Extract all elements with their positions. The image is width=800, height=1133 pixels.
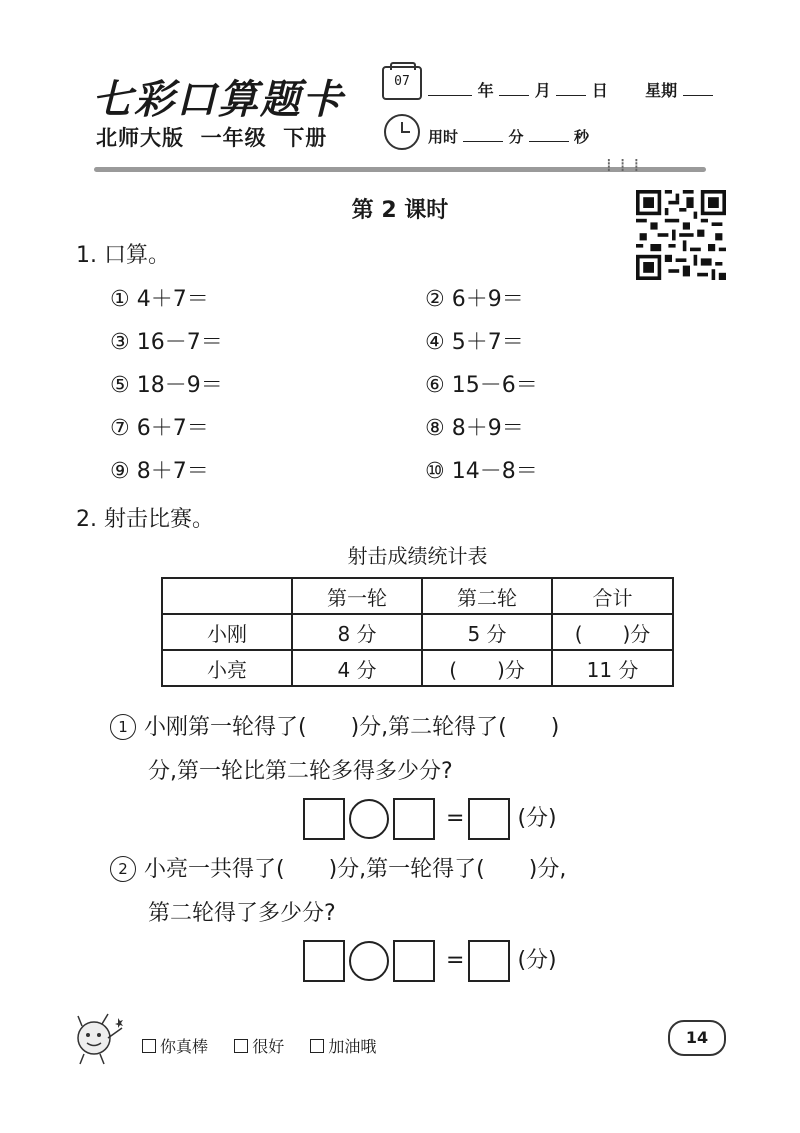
eval-option-label: 你真棒 bbox=[160, 1037, 209, 1056]
edition-label: 北师大版 一年级 下册 bbox=[96, 126, 328, 150]
score-table bbox=[161, 577, 674, 687]
calc-problem-5[interactable]: ⑤ 18－9＝ bbox=[110, 373, 223, 398]
page-number: 14 bbox=[668, 1020, 726, 1056]
table-header-cell bbox=[162, 578, 292, 614]
binder-rings-icon: ⁞⁞⁞ bbox=[606, 155, 648, 176]
eval-option-label: 加油哦 bbox=[328, 1037, 377, 1056]
calc-problem-8[interactable]: ⑧ 8＋9＝ bbox=[425, 416, 524, 441]
table-header-cell: 合计 bbox=[552, 578, 673, 614]
calc-problem-7[interactable]: ⑦ 6＋7＝ bbox=[110, 416, 209, 441]
eval-option-label: 很好 bbox=[252, 1037, 285, 1056]
calendar-number: 07 bbox=[394, 74, 410, 89]
table-answer-cell[interactable]: ( )分 bbox=[422, 650, 552, 686]
subquestion-1-line1 bbox=[110, 710, 559, 741]
subquestion-2-number: 2 bbox=[110, 856, 136, 882]
unit-label: (分) bbox=[517, 806, 557, 831]
answer-box[interactable] bbox=[393, 798, 435, 840]
eval-checkbox[interactable] bbox=[234, 1039, 248, 1053]
clock-icon bbox=[384, 114, 420, 150]
equals-sign: = bbox=[446, 948, 465, 973]
subquestion-1-text1: 小刚第一轮得了( )分,第二轮得了( ) bbox=[144, 715, 560, 740]
brand-title: 七彩口算题卡 bbox=[92, 77, 344, 123]
mascot-icon bbox=[68, 1008, 132, 1068]
answer-box[interactable] bbox=[393, 940, 435, 982]
table-row bbox=[162, 650, 673, 686]
subquestion-1-equation bbox=[303, 798, 557, 840]
month-blank[interactable] bbox=[499, 81, 529, 96]
subquestion-1-number: 1 bbox=[110, 714, 136, 740]
eval-checkbox[interactable] bbox=[142, 1039, 156, 1053]
weekday-blank[interactable] bbox=[683, 81, 713, 96]
subquestion-2-line2: 第二轮得了多少分? bbox=[148, 901, 336, 926]
calc-problem-6[interactable]: ⑥ 15－6＝ bbox=[425, 373, 538, 398]
answer-box[interactable] bbox=[303, 940, 345, 982]
table-row bbox=[162, 614, 673, 650]
table-header-cell: 第一轮 bbox=[292, 578, 422, 614]
table-cell: 8 分 bbox=[292, 614, 422, 650]
calc-problem-4[interactable]: ④ 5＋7＝ bbox=[425, 330, 524, 355]
year-label: 年 bbox=[477, 81, 494, 100]
day-label: 日 bbox=[591, 81, 608, 100]
table-header-cell: 第二轮 bbox=[422, 578, 552, 614]
subquestion-2-line1 bbox=[110, 852, 566, 883]
answer-box[interactable] bbox=[468, 940, 510, 982]
subquestion-2-text1: 小亮一共得了( )分,第一轮得了( )分, bbox=[144, 857, 567, 882]
weekday-label: 星期 bbox=[645, 81, 678, 100]
table-answer-cell[interactable]: ( )分 bbox=[552, 614, 673, 650]
month-label: 月 bbox=[534, 81, 551, 100]
question-2-title: 2. 射击比赛。 bbox=[76, 507, 214, 532]
minutes-blank[interactable] bbox=[463, 127, 503, 142]
table-cell: 小刚 bbox=[162, 614, 292, 650]
table-cell: 11 分 bbox=[552, 650, 673, 686]
year-blank[interactable] bbox=[428, 81, 472, 96]
seconds-label: 秒 bbox=[573, 128, 589, 146]
calc-problem-3[interactable]: ③ 16－7＝ bbox=[110, 330, 223, 355]
qr-code-icon bbox=[636, 190, 726, 280]
table-cell: 5 分 bbox=[422, 614, 552, 650]
calendar-icon bbox=[382, 66, 422, 100]
time-label: 用时 bbox=[428, 128, 459, 146]
calc-problem-9[interactable]: ⑨ 8＋7＝ bbox=[110, 459, 209, 484]
table-cell: 小亮 bbox=[162, 650, 292, 686]
time-fields bbox=[428, 126, 589, 147]
answer-box[interactable] bbox=[468, 798, 510, 840]
table-cell: 4 分 bbox=[292, 650, 422, 686]
subquestion-2-equation bbox=[303, 940, 557, 982]
calc-problem-1[interactable]: ① 4＋7＝ bbox=[110, 287, 209, 312]
calc-problem-2[interactable]: ② 6＋9＝ bbox=[425, 287, 524, 312]
eval-checkbox[interactable] bbox=[310, 1039, 324, 1053]
table-title: 射击成绩统计表 bbox=[347, 544, 488, 568]
calc-problem-10[interactable]: ⑩ 14－8＝ bbox=[425, 459, 538, 484]
answer-box[interactable] bbox=[303, 798, 345, 840]
table-header-row bbox=[162, 578, 673, 614]
subquestion-1-line2: 分,第一轮比第二轮多得多少分? bbox=[148, 759, 453, 784]
self-evaluation bbox=[142, 1034, 376, 1057]
date-fields bbox=[428, 78, 713, 101]
operator-circle[interactable] bbox=[349, 941, 389, 981]
lesson-title: 第 2 课时 bbox=[351, 198, 449, 223]
minutes-label: 分 bbox=[508, 128, 524, 146]
operator-circle[interactable] bbox=[349, 799, 389, 839]
seconds-blank[interactable] bbox=[529, 127, 569, 142]
equals-sign: = bbox=[446, 806, 465, 831]
question-1-title: 1. 口算。 bbox=[76, 243, 170, 268]
day-blank[interactable] bbox=[556, 81, 586, 96]
unit-label: (分) bbox=[517, 948, 557, 973]
